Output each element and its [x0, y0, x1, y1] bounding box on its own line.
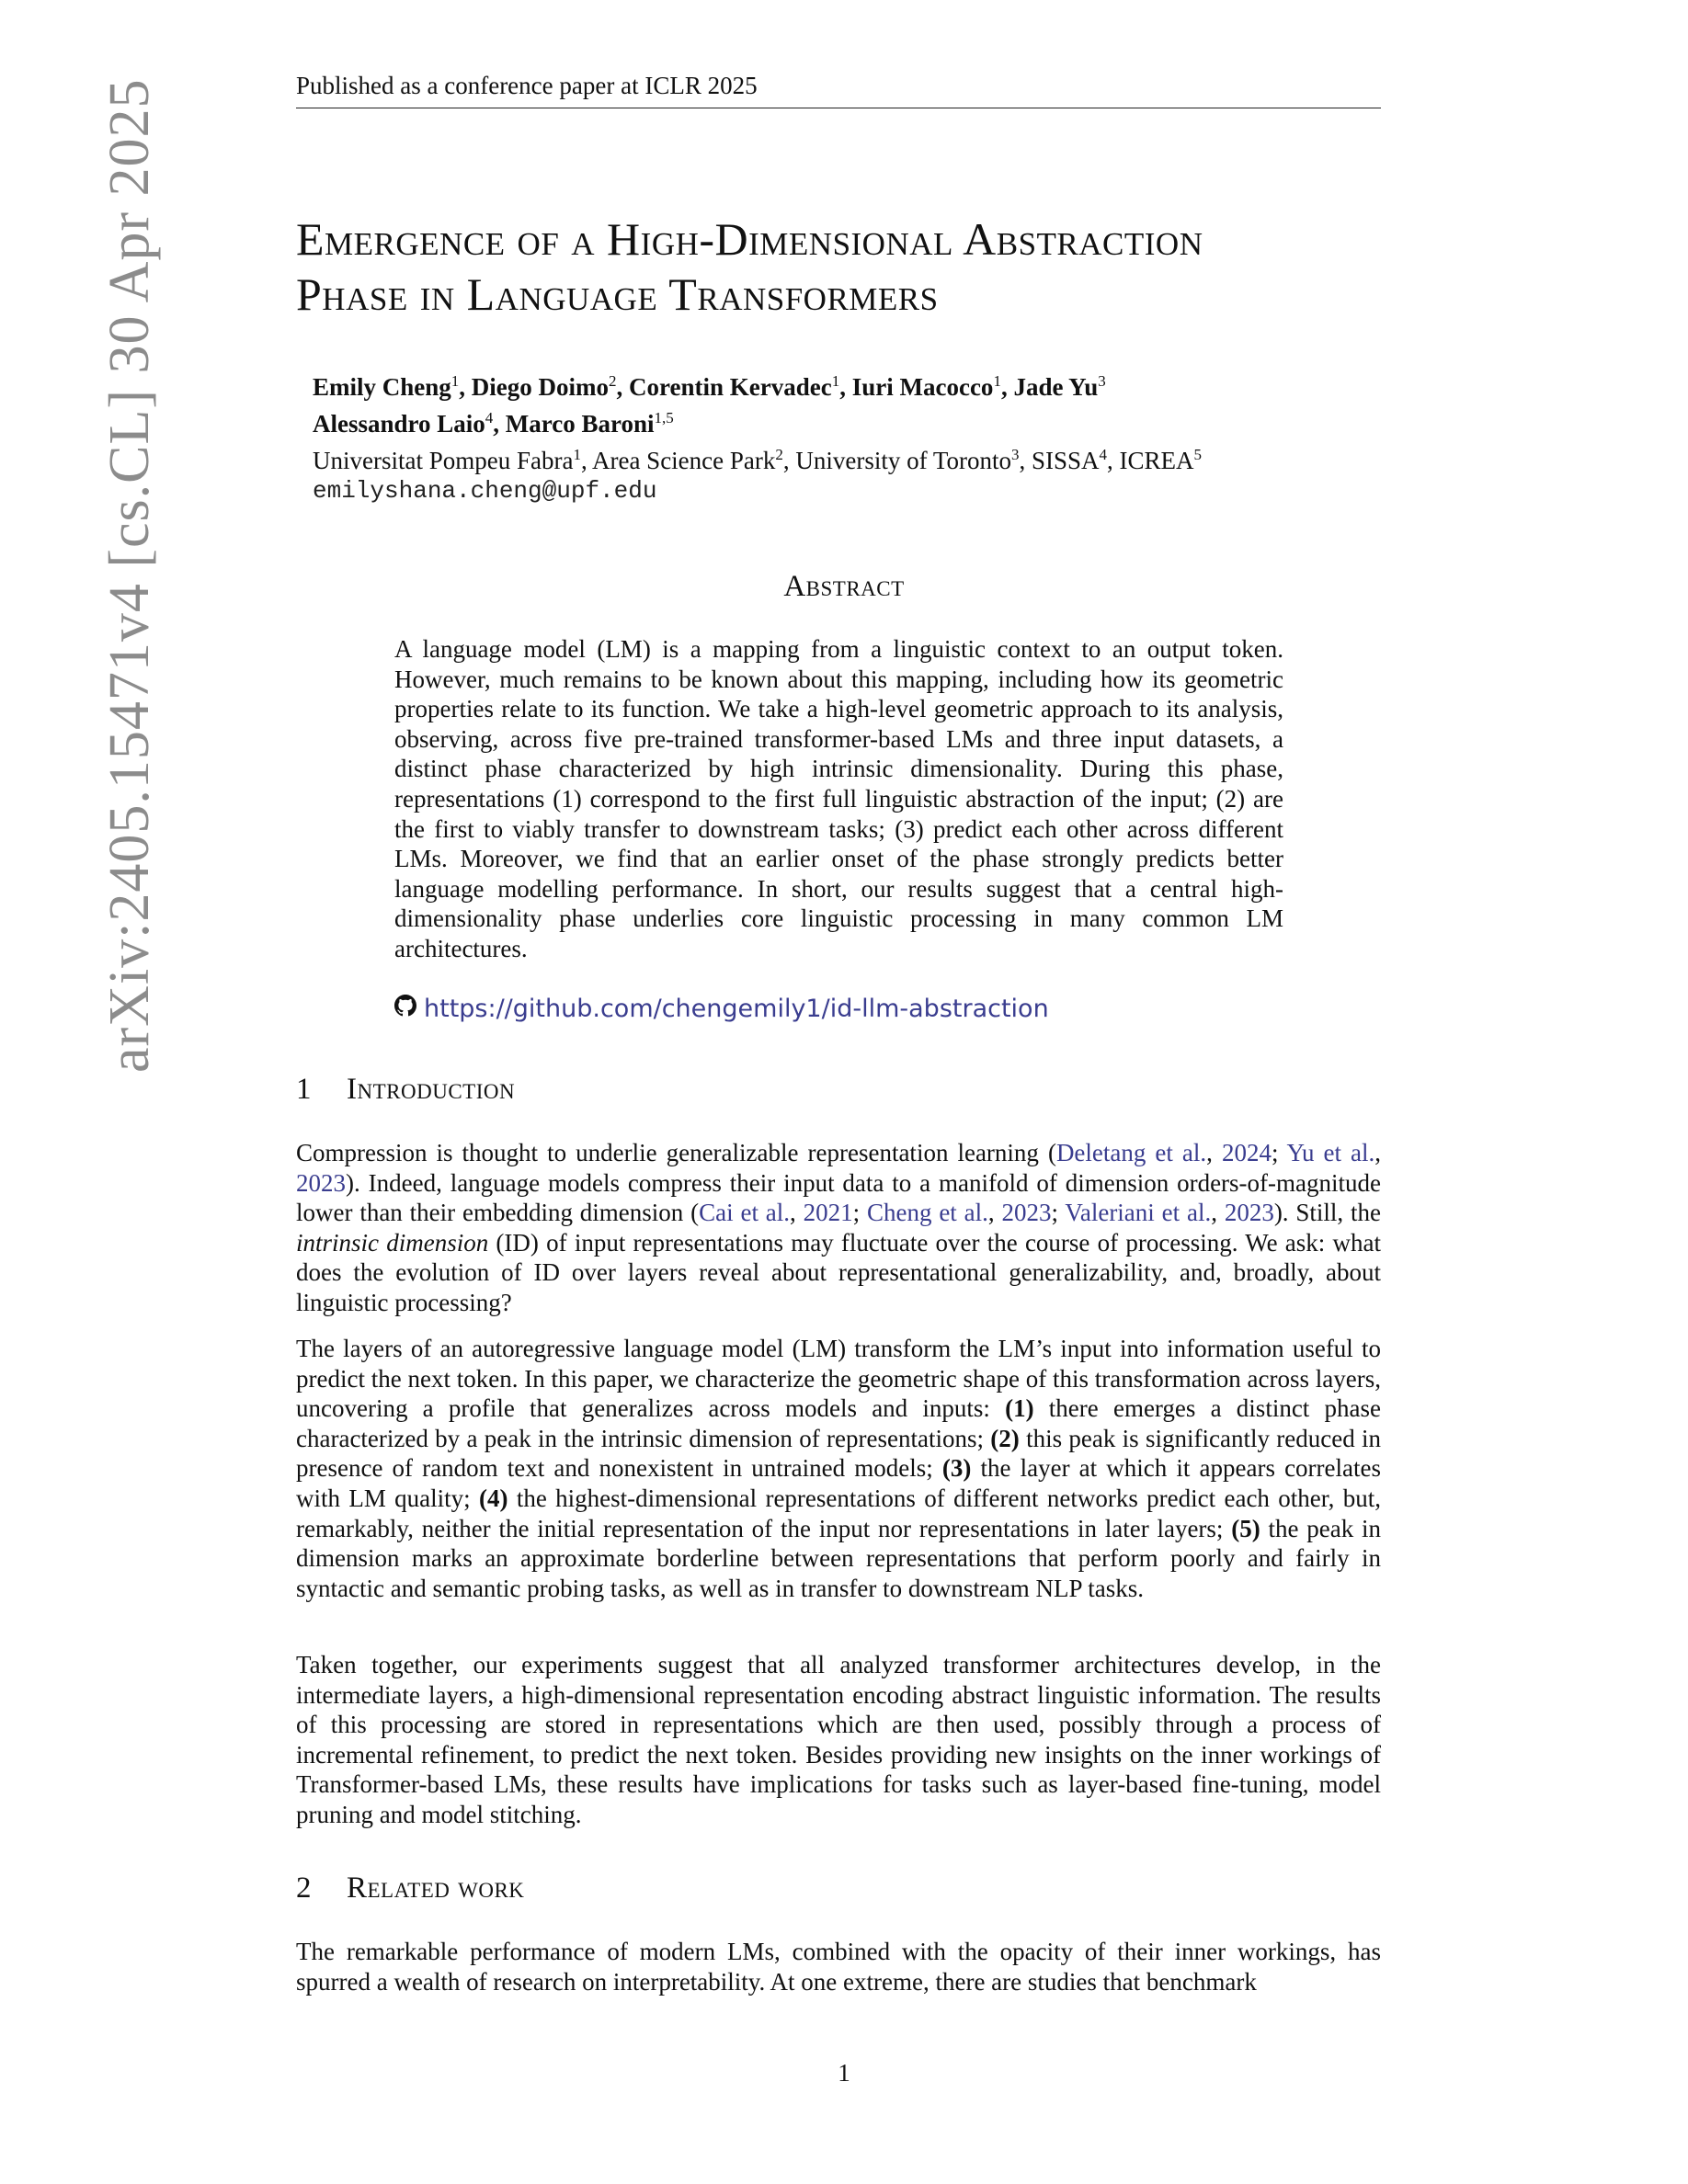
affiliation: ICREA	[1119, 447, 1194, 474]
affiliation-sup: 2	[775, 446, 783, 463]
arxiv-stamp: arXiv:2405.15471v4 [cs.CL] 30 Apr 2025	[98, 78, 161, 1073]
intro-paragraph-3: Taken together, our experiments suggest that all analyzed transformer architectures develop, in the intermediate layers, a high-dimensional representation encoding abstract linguistic information. The results of this processing are stored in representations which are then used, possibly through a process of incremental refinement, to predict the next token. Besides providing new insights on the inner workings of Transformer-based LMs, these results have implications for tasks such as layer-based fine-tuning, model pruning and model stitching.	[296, 1651, 1381, 1828]
text-run: ). Still, the	[1273, 1199, 1381, 1227]
author-name: Marco Baroni	[505, 410, 655, 438]
author-name: Jade Yu	[1013, 373, 1099, 401]
affiliation: Universitat Pompeu Fabra	[313, 447, 574, 474]
emphasis: intrinsic dimension	[296, 1228, 489, 1257]
affiliation-sup: 5	[1193, 446, 1203, 463]
page-number: 1	[838, 2059, 850, 2087]
author-email[interactable]: emilyshana.cheng@upf.edu	[313, 477, 657, 505]
citation-link[interactable]: Yu et al.	[1286, 1139, 1375, 1166]
author-name: Alessandro Laio	[313, 410, 485, 438]
list-marker: (2)	[990, 1424, 1020, 1452]
intro-paragraph-1: Compression is thought to underlie generalizable representation learning (Deletang et al., 2024; Yu et al., 2023). Indeed, language models compress their input data to a manifold of dimension orders-of-magnitude lower than their embedding dimension (Cai et al., 2021; Cheng et al., 2023; Valeriani et al., 2023). Still, the intrinsic dimension (ID) of input representations may fluctuate over the course of processing. We ask: what does the evolution of ID over layers reveal about representational generalizability, and, broadly, about linguistic processing?	[296, 1139, 1381, 1316]
author-sup: 4	[485, 409, 494, 427]
affiliation-sup: 1	[573, 446, 581, 463]
author-sup: 1	[831, 372, 840, 390]
citation-link[interactable]: Deletang et al.	[1055, 1139, 1207, 1166]
affiliation-sup: 3	[1010, 446, 1020, 463]
section-heading-introduction	[296, 1073, 515, 1107]
list-marker: (4)	[479, 1484, 508, 1512]
text-run: the peak in dimension marks an approximate borderline between representations that perform poorly and fairly in syntactic and semantic probing tasks, as well as in transfer to downstream NLP tasks.	[296, 1514, 1381, 1602]
affiliation: SISSA	[1031, 447, 1100, 474]
author-name: Emily Cheng	[313, 373, 451, 401]
affiliation-sup: 4	[1099, 446, 1108, 463]
citation-link[interactable]: 2024	[1221, 1139, 1272, 1166]
text-run: (ID) of input representations may fluctuate over the course of processing. We ask: what does the evolution of ID over layers reveal about representational generalizability, and, broadly, about linguistic processing?	[296, 1228, 1381, 1316]
author-sup: 1,5	[654, 409, 674, 427]
text-run: Compression is thought to underlie generalizable representation learning (	[296, 1139, 1056, 1166]
citation-link[interactable]: 2023	[1001, 1199, 1052, 1227]
text-run: the layer at which it appears correlates with LM quality;	[296, 1454, 1382, 1512]
list-marker: (5)	[1231, 1514, 1260, 1542]
citation-link[interactable]: Cheng et al.	[866, 1199, 988, 1227]
related-work-paragraph: The remarkable performance of modern LMs, combined with the opacity of their inner workings, has spurred a wealth of research on interpretability. At one extreme, there are studies that benchmark	[296, 1938, 1381, 1996]
list-marker: (3)	[941, 1454, 972, 1483]
author-name: Corentin Kervadec	[629, 373, 832, 401]
affiliation: University of Toronto	[795, 447, 1011, 474]
author-name: Iuri Macocco	[851, 373, 994, 401]
abstract-heading: Abstract	[783, 570, 905, 603]
intro-paragraph-2	[296, 1334, 1381, 1603]
github-icon	[394, 995, 416, 1023]
section-title: Introduction	[347, 1073, 516, 1106]
author-line-1: Emily Cheng$^1$, Diego Doimo$^2$, Corentin Kervadec$^1$, Iuri Macocco$^1$, Jade Yu$^3$	[313, 372, 1106, 401]
author-line-2: Alessandro Laio$^4$, Marco Baroni$^{1,5}$	[313, 409, 674, 438]
code-link-url[interactable]: https://github.com/chengemily1/id-llm-abstraction	[424, 995, 1049, 1023]
section-number: 1	[296, 1073, 312, 1106]
citation-link[interactable]: 2021	[803, 1199, 853, 1227]
text-run: ). Indeed, language models compress their input data to a manifold of dimension orders-of-magnitude lower than their embedding dimension (	[296, 1168, 1381, 1227]
citation-link[interactable]: 2023	[296, 1168, 346, 1197]
section-title: Related work	[347, 1871, 525, 1905]
title-line-1: Emergence of a High-Dimensional Abstraction	[296, 213, 1203, 265]
running-header: Published as a conference paper at ICLR 2025	[296, 72, 1381, 108]
affiliation: Area Science Park	[591, 447, 776, 474]
text-run: The layers of an autoregressive language model (LM) transform the LM’s input into information useful to predict the next token. In this paper, we characterize the geometric shape of this transformation across layers, uncovering a profile that generalizes across models and inputs:	[296, 1335, 1381, 1423]
author-name: Diego Doimo	[471, 373, 610, 401]
author-block	[313, 366, 1397, 506]
text-run: the highest-dimensional representations of different networks predict each other, but, remarkably, neither the initial representation of the input nor representations in later layers;	[296, 1484, 1381, 1542]
title-line-2: Phase in Language Transformers	[296, 268, 939, 320]
text-run: this peak is significantly reduced in presence of random text and nonexistent in untrained models;	[296, 1424, 1381, 1483]
section-number: 2	[296, 1871, 312, 1905]
author-sup: 1	[993, 372, 1001, 390]
author-sup: 2	[609, 372, 617, 390]
author-sup: 3	[1098, 372, 1106, 390]
section-heading-related-work	[296, 1871, 524, 1905]
citation-link[interactable]: Valeriani et al.	[1065, 1199, 1212, 1227]
list-marker: (1)	[1005, 1394, 1034, 1423]
affiliation-line: Universitat Pompeu Fabra$^1$, Area Science Park$^2$, University of Toronto$^3$, SISSA$^4$, ICREA$^5$	[313, 446, 1203, 474]
paper-title	[296, 211, 1399, 322]
code-link[interactable]	[394, 995, 1049, 1023]
citation-link[interactable]: 2023	[1224, 1199, 1274, 1227]
abstract-text: A language model (LM) is a mapping from a linguistic context to an output token. However, much remains to be known about this mapping, including how its geometric properties relate to its function. We take a high-level geometric approach to its analysis, observing, across five pre-trained transformer-based LMs and three input datasets, a distinct phase characterized by high intrinsic dimensionality. During this phase, representations (1) correspond to the first full linguistic abstraction of the input; (2) are the first to viably transfer to downstream tasks; (3) predict each other across different LMs. Moreover, we find that an earlier onset of the phase strongly predicts better language modelling performance. In short, our results suggest that a central high-dimensionality phase underlies core linguistic processing in many common LM architectures.	[394, 635, 1283, 962]
author-sup: 1	[451, 372, 460, 390]
text-run: there emerges a distinct phase characterized by a peak in the intrinsic dimension of representations;	[296, 1394, 1381, 1452]
citation-link[interactable]: Cai et al.	[699, 1199, 791, 1227]
